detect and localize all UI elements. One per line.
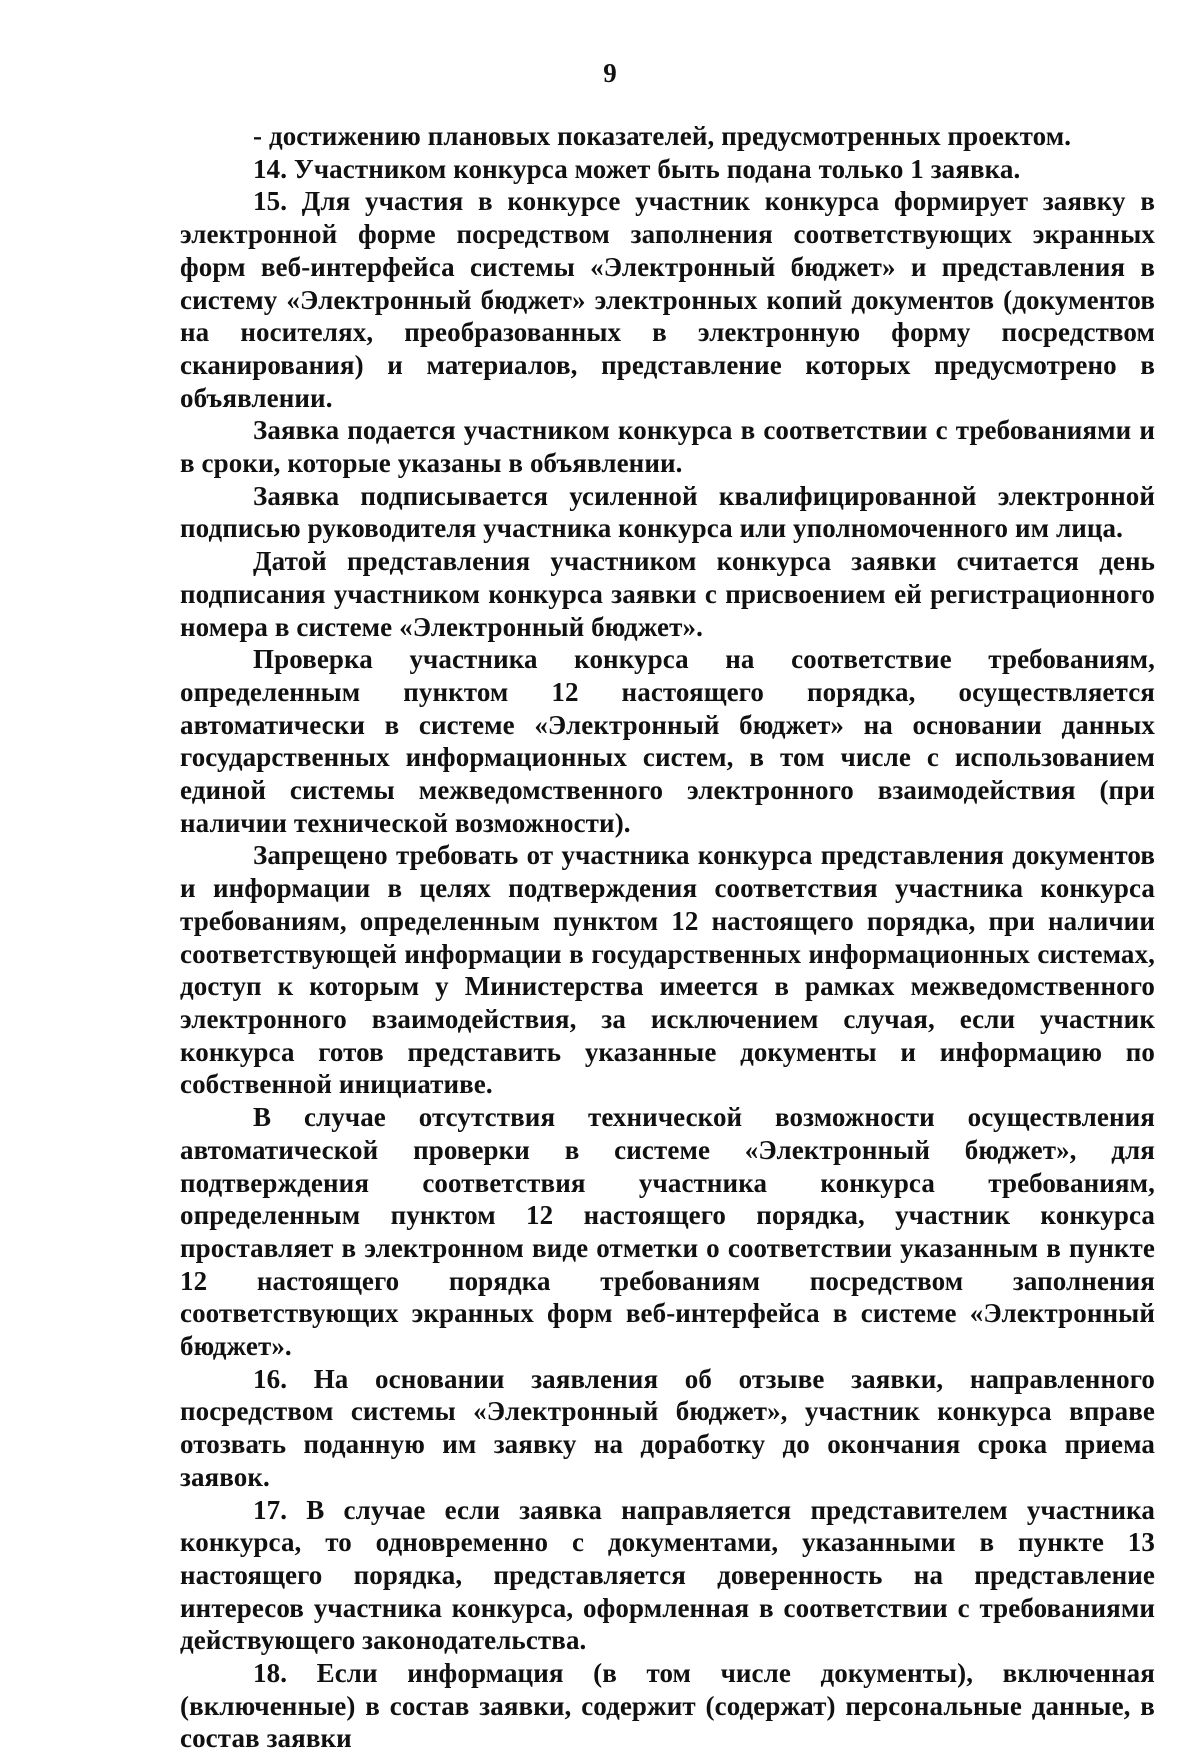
paragraph-submission-date: Датой представления участником конкурса заявки считается день подписания участником конкурса заявки с присвоением ей регистрационного номера в системе «Электронный бюджет». xyxy=(180,546,1155,642)
paragraph-item-15: 15. Для участия в конкурсе участник конкурса формирует заявку в электронной форме посредством заполнения соответствующих экранных форм веб-интерфейса системы «Электронный бюджет» и представления в систему «Электронный бюджет» электронных копий документов (документов на носителях, преобразованных в электронную форму посредством сканирования) и материалов, представление которых предусмотрено в объявлении. xyxy=(180,186,1155,413)
document-body xyxy=(180,120,1155,1755)
paragraph-item-14: 14. Участником конкурса может быть подана только 1 заявка. xyxy=(253,153,1021,184)
paragraph-manual-check: В случае отсутствия технической возможности осуществления автоматической проверки в системе «Электронный бюджет», для подтверждения соответствия участника конкурса требованиям, определенным пунктом 12 настоящего порядка, участник конкурса проставляет в электронном виде отметки о соответствии указанным в пункте 12 настоящего порядка требованиям посредством заполнения соответствующих экранных форм веб-интерфейса в системе «Электронный бюджет». xyxy=(180,1102,1155,1362)
paragraph-application-deadline: Заявка подается участником конкурса в соответствии с требованиями и в сроки, которые указаны в объявлении. xyxy=(180,415,1155,479)
paragraph-application-signature: Заявка подписывается усиленной квалифицированной электронной подписью руководителя участника конкурса или уполномоченного им лица. xyxy=(180,480,1155,544)
paragraph-item-1-continuation: - достижению плановых показателей, предусмотренных проектом. xyxy=(253,121,1072,151)
paragraph-item-17: 17. В случае если заявка направляется представителем участника конкурса, то одновременно с документами, указанными в пункте 13 настоящего порядка, представляется доверенность на представление интересов участника конкурса, оформленная в соответствии с требованиями действующего законодательства. xyxy=(180,1494,1155,1656)
paragraph-document-request-ban: Запрещено требовать от участника конкурса представления документов и информации в целях подтверждения соответствия участника конкурса требованиям, определенным пунктом 12 настоящего порядка, при наличии соответствующей информации в государственных информационных системах, доступ к которым у Министерства имеется в рамках межведомственного электронного взаимодействия, за исключением случая, если участник конкурса готов представить указанные документы и информацию по собственной инициативе. xyxy=(180,840,1155,1100)
paragraph-automatic-check: Проверка участника конкурса на соответствие требованиям, определенным пунктом 12 настоящего порядка, осуществляется автоматически в системе «Электронный бюджет» на основании данных государственных информационных систем, в том числе с использованием единой системы межведомственного электронного взаимодействия (при наличии технической возможности). xyxy=(180,644,1155,838)
paragraph-item-16: 16. На основании заявления об отзыве заявки, направленного посредством системы «Электронный бюджет», участник конкурса вправе отозвать поданную им заявку на доработку до окончания срока приема заявок. xyxy=(180,1363,1155,1492)
paragraph-item-18: 18. Если информация (в том числе документы), включенная (включенные) в состав заявки, содержит (содержат) персональные данные, в состав заявки xyxy=(180,1658,1155,1754)
page-number: 9 xyxy=(603,58,617,88)
